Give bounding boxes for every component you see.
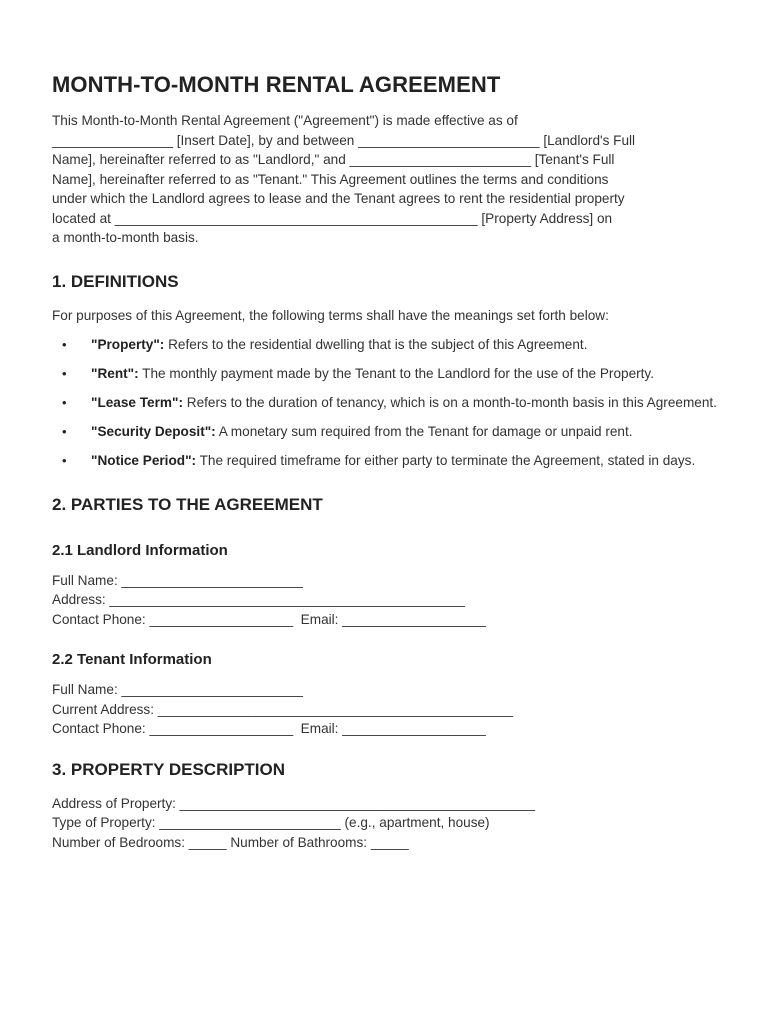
tenant-address-field: Current Address: _______________________________________________ [52,701,514,717]
definition-term: "Notice Period": [91,453,197,468]
document-title: MONTH-TO-MONTH RENTAL AGREEMENT [52,72,501,97]
definition-item-rent [52,364,722,384]
definitions-list [52,335,722,471]
landlord-info-heading: 2.1 Landlord Information [52,541,228,559]
intro-paragraph: This Month-to-Month Rental Agreement ("Agreement") is made effective as of ________________ [Insert Date], by and between ________________________ [Landlord's Full Name], hereinafter referred to as "Landlord," and ________________________ [Tenant's Full Name], hereinafter referred to as "Tenant." This Agreement outlines the terms and conditions under which the Landlord agrees to lease and the Tenant agrees to rent the residential property located at ________________________________________________ [Property Address] on a month-to-month basis. [52,113,636,245]
landlord-full-name-field: Full Name: ________________________ [52,572,303,588]
definition-text: The monthly payment made by the Tenant to the Landlord for the use of the Property. [138,366,654,381]
bullet-icon: • [62,424,67,439]
definition-term: "Rent": [91,366,139,381]
bullet-icon: • [62,366,67,381]
property-address-field: Address of Property: _______________________________________________ [52,795,536,811]
definition-text: Refers to the residential dwelling that is the subject of this Agreement. [164,337,588,352]
definition-text: Refers to the duration of tenancy, which is on a month-to-month basis in this Agreement. [182,395,717,410]
section-1-heading: 1. DEFINITIONS [52,271,179,291]
tenant-full-name-field: Full Name: ________________________ [52,682,303,697]
definition-text: A monetary sum required from the Tenant for damage or unpaid rent. [215,424,633,439]
section-2-heading: 2. PARTIES TO THE AGREEMENT [52,494,323,514]
property-rooms-field: Number of Bedrooms: _____ Number of Bathrooms: _____ [52,834,409,850]
property-type-field: Type of Property: ________________________ (e.g., apartment, house) [52,815,490,830]
definitions-lead: For purposes of this Agreement, the following terms shall have the meanings set forth below: [52,307,609,323]
definition-item-property [52,335,722,355]
definition-item-notice-period [52,451,722,471]
landlord-address-field: Address: _______________________________________________ [52,592,465,607]
bullet-icon: • [62,453,67,468]
definition-term: "Lease Term": [91,395,183,410]
tenant-info-heading: 2.2 Tenant Information [52,651,212,668]
bullet-icon: • [62,395,67,410]
definition-item-lease-term [52,393,722,413]
bullet-icon: • [62,337,67,352]
definition-item-security-deposit [52,422,722,442]
definition-text: The required timeframe for either party to terminate the Agreement, stated in days. [196,453,696,468]
definition-term: "Security Deposit": [91,424,216,439]
document-content [52,70,722,852]
landlord-contact-field: Contact Phone: ___________________ Email: ___________________ [52,611,486,627]
section-3-heading: 3. PROPERTY DESCRIPTION [52,759,286,779]
tenant-contact-field: Contact Phone: ___________________ Email: ___________________ [52,721,486,736]
definition-term: "Property": [91,337,165,352]
